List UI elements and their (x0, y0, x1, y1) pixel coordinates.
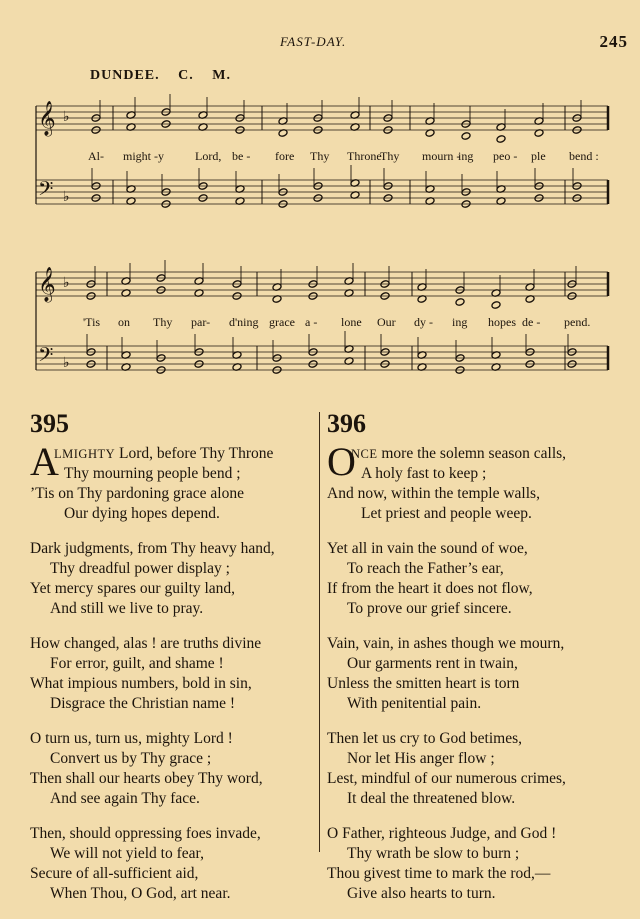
lyric-syllable: d'ning (229, 315, 259, 329)
verse-line: Vain, vain, in ashes though we mourn, (327, 635, 565, 652)
stanza (327, 729, 627, 809)
verse-line: Then, should oppressing foes invade, (30, 825, 261, 842)
stanza (30, 539, 315, 619)
stanza (30, 439, 315, 524)
verse-line: Disgrace the Christian name ! (50, 695, 236, 712)
verse-line: Dark judgments, from Thy heavy hand, (30, 540, 275, 557)
note-head (491, 301, 501, 310)
verse-line: Let priest and people weep. (361, 505, 532, 522)
verse-line: A holy fast to keep ; (361, 465, 487, 482)
stanza (327, 824, 627, 904)
lyric-syllable: 'Tis (83, 315, 101, 329)
verse-line: Nor let His anger flow ; (347, 750, 495, 767)
verse-line: O Father, righteous Judge, and God ! (327, 825, 557, 842)
lyric-syllable: Lord, (195, 149, 222, 163)
verse-line: Secure of all-sufficient aid, (30, 865, 199, 882)
verse-line: What impious numbers, bold in sin, (30, 675, 252, 692)
verse-line: And see again Thy face. (50, 790, 200, 807)
first-word-rest: LMIGHTY (54, 447, 116, 461)
lyric-syllable: might - (123, 149, 158, 163)
verse-line: Then let us cry to God betimes, (327, 730, 522, 747)
drop-cap: A (30, 439, 59, 484)
verse-line: Convert us by Thy grace ; (50, 750, 212, 767)
verse-line: And still we live to pray. (50, 600, 204, 617)
tune-meter: C. M. (178, 68, 231, 83)
lyric-syllable: ing (452, 315, 468, 329)
stanza (30, 634, 315, 714)
hymn-text (30, 439, 315, 904)
music-score (0, 0, 640, 400)
lyric-syllable: Al- (88, 149, 104, 163)
bass-clef: 𝄢 (38, 177, 54, 205)
lyric-syllable: bend : (569, 149, 599, 163)
lyric-syllable: a - (305, 315, 318, 329)
note-head (461, 132, 471, 141)
verse-line: Then shall our hearts obey Thy word, (30, 770, 263, 787)
verse-line: Our dying hopes depend. (64, 505, 220, 522)
column-divider (319, 412, 320, 852)
flat-sign: ♭ (63, 110, 70, 125)
treble-clef: 𝄞 (38, 267, 56, 302)
lyric-syllable: be - (232, 149, 251, 163)
drop-cap: O (327, 439, 356, 484)
verse-line: We will not yield to fear, (50, 845, 204, 862)
first-word-rest: NCE (351, 447, 378, 461)
verse-line: Lest, mindful of our numerous crimes, (327, 770, 566, 787)
verse-line: Our garments rent in twain, (347, 655, 518, 672)
verse-line: It deal the threatened blow. (347, 790, 516, 807)
note-head (455, 298, 465, 307)
flat-sign: ♭ (63, 276, 70, 291)
stanza (327, 439, 627, 524)
lyric-syllable: hopes (488, 315, 516, 329)
lyric-syllable: grace (269, 315, 295, 329)
verse-line: If from the heart it does not flow, (327, 580, 533, 597)
hymn-text (327, 439, 627, 904)
lyric-syllable: mourn - (422, 149, 461, 163)
lyric-syllable: y (158, 149, 164, 163)
flat-sign: ♭ (63, 356, 70, 371)
hymn-number: 395 (30, 409, 69, 438)
verse-line: For error, guilt, and shame ! (50, 655, 224, 672)
verse-line: To prove our grief sincere. (347, 600, 512, 617)
verse-line: Give also hearts to turn. (347, 885, 496, 902)
first-line-tail: more the solemn season calls, (377, 445, 567, 462)
hymn-396 (327, 410, 627, 919)
bass-clef: 𝄢 (38, 343, 54, 371)
lyric-syllable: de - (522, 315, 541, 329)
lyric-syllable: Our (377, 315, 396, 329)
lyric-syllable: ple (531, 149, 546, 163)
verse-line: With penitential pain. (347, 695, 482, 712)
treble-clef: 𝄞 (38, 101, 56, 136)
verse-line: Yet mercy spares our guilty land, (30, 580, 236, 597)
music-system-2 (36, 260, 608, 374)
verse-line: How changed, alas ! are truths divine (30, 635, 262, 652)
lyric-syllable: dy - (414, 315, 433, 329)
lyric-syllable: Thy (153, 315, 173, 329)
first-line-tail: Lord, before Thy Throne (115, 445, 274, 462)
hymn-395 (30, 410, 315, 919)
lyric-syllable: Thy (310, 149, 330, 163)
lyric-syllable: pend. (564, 315, 591, 329)
verse-line: When Thou, O God, art near. (50, 885, 231, 902)
tune-name: DUNDEE. (90, 68, 160, 83)
stanza (327, 539, 627, 619)
lyric-syllable: par- (191, 315, 211, 329)
lyric-syllable: ing (458, 149, 474, 163)
verse-line: O turn us, turn us, mighty Lord ! (30, 730, 233, 747)
lyric-syllable: peo - (493, 149, 518, 163)
verse-line: Unless the smitten heart is torn (327, 675, 520, 692)
music-system-1 (36, 94, 608, 208)
verse-line: To reach the Father’s ear, (347, 560, 504, 577)
stanza (30, 729, 315, 809)
verse-line: Thy dreadful power display ; (50, 560, 230, 577)
verse-line: ’Tis on Thy pardoning grace alone (30, 485, 244, 502)
note-head (496, 135, 506, 144)
lyric-syllable: Throne (347, 149, 382, 163)
verse-line: Yet all in vain the sound of woe, (327, 540, 528, 557)
stanza (30, 824, 315, 904)
lyric-syllable: fore (275, 149, 295, 163)
verse-line: Thy wrath be slow to burn ; (347, 845, 520, 862)
hymn-number: 396 (327, 409, 366, 438)
lyric-syllable: Thy (380, 149, 400, 163)
verse-line: Thy mourning people bend ; (64, 465, 241, 482)
verse-line: And now, within the temple walls, (327, 485, 540, 502)
verse-line: Thou givest time to mark the rod,— (327, 865, 551, 882)
page-number: 245 (599, 32, 628, 51)
running-title: FAST-DAY. (280, 34, 347, 49)
stanza (327, 634, 627, 714)
flat-sign: ♭ (63, 190, 70, 205)
lyric-syllable: on (118, 315, 130, 329)
lyric-syllable: lone (341, 315, 362, 329)
